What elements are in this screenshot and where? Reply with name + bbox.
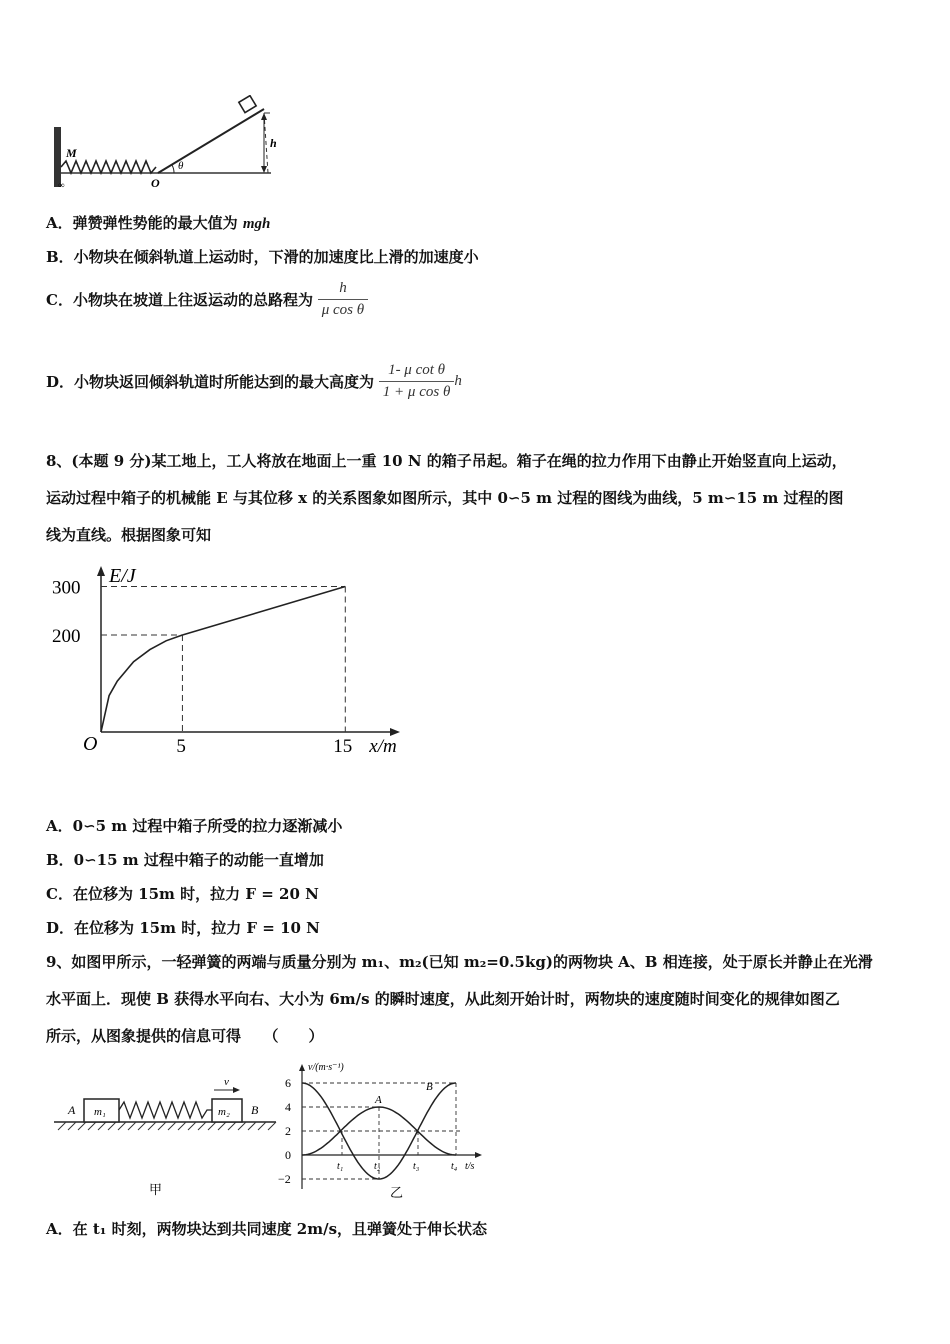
series-curve-0-5 [101,635,182,732]
label-B: B [251,1103,259,1117]
y-tick-0: 6 [285,1076,291,1090]
caption-jia: 甲 [149,1182,163,1197]
height-dash [264,113,268,173]
q9-stem-line-2: 水平面上．现使 B 获得水平向右、大小为 6m/s 的瞬时速度，从此刻开始计时，两物块的速度随时间变化的规律如图乙 [46,990,840,1008]
incline-spring-figure [46,95,286,195]
y-tick-3: 0 [285,1148,291,1162]
label-theta: θ [178,160,184,172]
q8-option-d: D．在位移为 15m 时，拉力 F = 10 N [46,919,320,937]
q7-option-a-math: mgh [242,216,271,232]
x-tick-t2: t₂ [374,1161,381,1172]
q9-stem-line-1: 9、如图甲所示，一轻弹簧的两端与质量分别为 m₁、m₂(已知 m₂=0.5kg)的两物块 A、B 相连接，处于原长并静止在光滑 [46,953,873,971]
q7-option-d-fraction [379,362,455,401]
energy-displacement-chart [46,560,426,760]
q9-stem-line-3: 所示，从图象提供的信息可得 （ ） [46,1027,324,1045]
q8-stem-line-1: 8、(本题 9 分)某工地上，工人将放在地面上一重 10 N 的箱子吊起。箱子在绳的拉力作用下由静止开始竖直向上运动， [46,452,847,470]
q7-option-c [46,280,368,319]
label-m2: m₂ [218,1106,230,1118]
fraction-numerator: h [318,280,368,300]
q7-option-c-text: C．小物块在坡道上往返运动的总路程为 [46,291,313,309]
spring-between-blocks [119,1102,212,1118]
blocks-spring-figure [54,1070,284,1200]
y-tick-200: 200 [52,626,81,648]
y-tick-300: 300 [52,577,81,599]
caption-yi: 乙 [390,1185,404,1200]
q8-stem-line-3: 线为直线。根据图象可知 [46,526,212,544]
q7-option-b: B．小物块在倾斜轨道上运动时，下滑的加速度比上滑的加速度小 [46,248,479,266]
y-tick-1: 4 [285,1100,291,1114]
series-label-B: B [426,1081,433,1094]
floor-hatching [58,1122,276,1130]
label-m1: m₁ [94,1106,106,1118]
x-tick-5: 5 [176,736,186,757]
q7-option-c-fraction [318,280,368,319]
q7-option-d [46,362,462,401]
fraction-denominator: μ cos θ [321,302,365,318]
label-A: A [68,1103,76,1117]
x-axis-label: t/s [465,1161,475,1172]
x-axis-label: x/m [369,736,397,757]
x-tick-t4: t₄ [451,1161,458,1172]
label-M: M [66,146,77,160]
label-h: h [270,136,277,150]
series-line-5-15 [182,587,345,635]
q7-option-a [46,212,270,233]
y-tick-2: 2 [285,1124,291,1138]
series-label-A: A [375,1094,382,1106]
y-axis-label: v/(m·s⁻¹) [308,1062,344,1073]
fraction-numerator: 1- μ cot θ [379,362,455,382]
x-tick-15: 15 [333,736,353,757]
label-v: v [224,1076,229,1088]
velocity-time-chart [272,1058,502,1204]
x-tick-t3: t₃ [413,1161,420,1172]
wall-mark: ∞ [58,180,65,190]
label-O: O [151,176,160,190]
origin-label: O [83,733,98,755]
fraction-denominator: 1 + μ cos θ [382,384,451,400]
y-axis-arrow [299,1064,305,1071]
q7-option-d-text: D．小物块返回倾斜轨道时所能达到的最大高度为 [46,373,375,391]
q8-option-c: C．在位移为 15m 时，拉力 F = 20 N [46,885,319,903]
q8-option-b: B．0∽15 m 过程中箱子的动能一直增加 [46,851,324,869]
y-axis-arrow [97,566,105,576]
y-axis-label: E/J [109,565,136,587]
q7-option-a-text: A．弹赞弹性势能的最大值为 [46,214,243,232]
y-tick-4: −2 [278,1172,291,1186]
x-tick-t1: t₁ [337,1161,344,1172]
q9-option-a: A．在 t₁ 时刻，两物块达到共同速度 2m/s，且弹簧处于伸长状态 [46,1220,488,1238]
q7-option-d-suffix: h [454,373,462,389]
wall [54,127,61,187]
x-axis-arrow [475,1152,482,1158]
x-axis-arrow [390,728,400,736]
incline [158,109,264,173]
q8-stem-line-2: 运动过程中箱子的机械能 E 与其位移 x 的关系图象如图所示，其中 0∽5 m 过程的图线为曲线，5 m∽15 m 过程的图 [46,489,844,507]
block [239,96,256,113]
spring [61,161,156,173]
q8-option-a: A．0∽5 m 过程中箱子所受的拉力逐渐减小 [46,817,343,835]
theta-arc [172,165,174,173]
